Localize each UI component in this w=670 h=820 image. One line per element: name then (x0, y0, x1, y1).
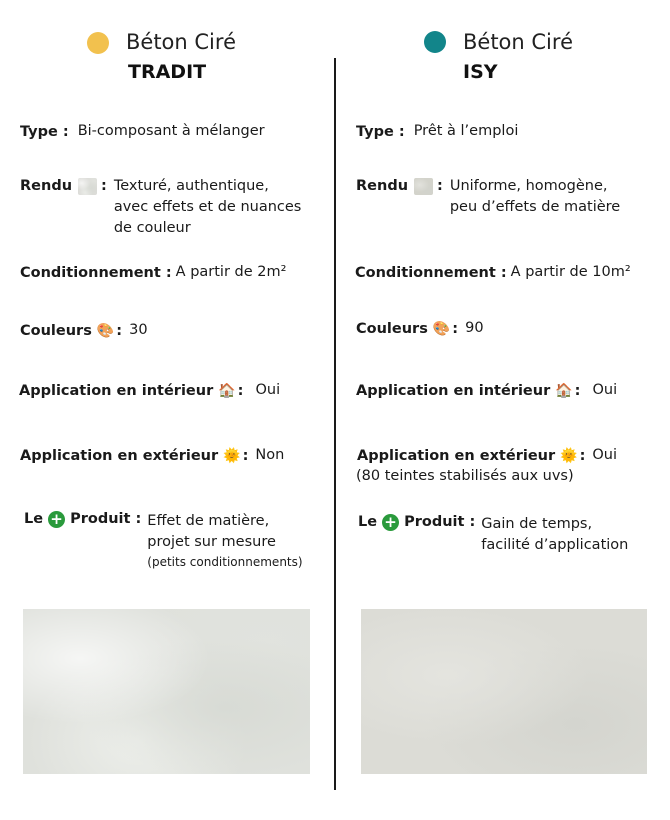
tradit-produit-row (24, 509, 303, 571)
isy-conditionnement-row (355, 262, 631, 283)
isy-couleurs-row (356, 318, 484, 339)
tradit-couleurs-label: Couleurs (20, 322, 92, 339)
isy-couleurs-colon: : (452, 320, 459, 337)
tradit-type-value: Bi-composant à mélanger (77, 123, 265, 139)
isy-exterieur-block (357, 445, 617, 487)
isy-dot-icon (424, 31, 446, 53)
tradit-rendu-colon: : (101, 178, 107, 194)
isy-conditionnement-label: Conditionnement : (355, 264, 507, 281)
isy-couleurs-value: 90 (465, 320, 484, 336)
tradit-produit-value (147, 509, 302, 571)
tradit-exterieur-colon: : (242, 447, 249, 464)
isy-exterieur-label: Application en extérieur (357, 447, 556, 464)
tradit-produit-note: (petits conditionnements) (147, 555, 303, 569)
sun-icon: 🌞 (223, 447, 241, 464)
isy-rendu-label: Rendu (356, 178, 409, 194)
isy-produit-value (481, 512, 628, 556)
palette-icon: 🎨 (96, 322, 115, 339)
tradit-produit-label: Produit : (70, 511, 142, 527)
isy-rendu-colon: : (437, 178, 443, 194)
sun-icon: 🌞 (560, 447, 578, 464)
isy-interieur-value: Oui (592, 382, 618, 398)
tradit-rendu-label: Rendu (20, 178, 73, 194)
isy-exterieur-colon: : (579, 447, 586, 464)
tradit-dot-icon (87, 32, 109, 54)
isy-title-line1: Béton Ciré (463, 30, 573, 54)
tradit-rendu-value (114, 176, 302, 239)
isy-interieur-label: Application en intérieur (356, 382, 551, 399)
palette-icon: 🎨 (432, 320, 451, 337)
plus-icon: + (48, 511, 65, 528)
tradit-produit-prefix: Le (24, 511, 44, 527)
tradit-couleurs-row (20, 320, 148, 341)
isy-conditionnement-value: A partir de 10m² (510, 264, 631, 280)
isy-title-line2: ISY (463, 61, 498, 83)
tradit-type-row (20, 121, 265, 142)
isy-produit-line: Gain de temps, (481, 516, 593, 532)
isy-texture-image (361, 609, 647, 774)
tradit-rendu-line: avec effets et de nuances (113, 199, 302, 215)
tradit-interieur-colon: : (237, 382, 244, 399)
isy-rendu-line: peu d’effets de matière (449, 199, 621, 215)
isy-produit-label: Produit : (404, 514, 476, 530)
texture-swatch-icon (414, 178, 433, 195)
tradit-texture-image (23, 609, 310, 774)
isy-exterieur-note: (80 teintes stabilisés aux uvs) (356, 468, 574, 484)
texture-swatch-icon (78, 178, 97, 195)
tradit-interieur-value: Oui (255, 382, 281, 398)
isy-interieur-colon: : (574, 382, 581, 399)
tradit-exterieur-label: Application en extérieur (20, 447, 219, 464)
isy-type-label: Type : (356, 123, 405, 140)
tradit-conditionnement-row (20, 262, 286, 283)
tradit-rendu-line: Texturé, authentique, (113, 178, 269, 194)
tradit-title-line2: TRADIT (128, 61, 207, 83)
column-divider (334, 58, 336, 790)
house-icon: 🏠 (218, 382, 236, 399)
tradit-couleurs-colon: : (116, 322, 123, 339)
isy-rendu-value (450, 176, 620, 218)
isy-couleurs-label: Couleurs (356, 320, 428, 337)
isy-type-value: Prêt à l’emploi (413, 123, 519, 139)
isy-rendu-line: Uniforme, homogène, (449, 178, 608, 194)
tradit-title-line1: Béton Ciré (126, 30, 236, 54)
plus-icon: + (382, 514, 399, 531)
house-icon: 🏠 (555, 382, 573, 399)
isy-type-row (356, 121, 518, 142)
tradit-conditionnement-label: Conditionnement : (20, 264, 172, 281)
tradit-produit-line: Effet de matière, (147, 513, 270, 529)
isy-produit-row (358, 512, 628, 556)
tradit-interieur-label: Application en intérieur (19, 382, 214, 399)
isy-interieur-row (356, 380, 617, 401)
tradit-type-label: Type : (20, 123, 69, 140)
tradit-rendu-line: de couleur (113, 220, 191, 236)
tradit-exterieur-row (20, 445, 284, 466)
isy-produit-prefix: Le (358, 514, 378, 530)
isy-rendu-row (356, 176, 620, 218)
tradit-exterieur-value: Non (255, 447, 285, 463)
tradit-produit-line: projet sur mesure (147, 534, 276, 550)
isy-produit-line: facilité d’application (481, 537, 629, 553)
tradit-couleurs-value: 30 (129, 322, 148, 338)
tradit-interieur-row (19, 380, 280, 401)
tradit-rendu-row (20, 176, 301, 239)
tradit-conditionnement-value: A partir de 2m² (175, 264, 287, 280)
isy-exterieur-value: Oui (592, 447, 618, 463)
